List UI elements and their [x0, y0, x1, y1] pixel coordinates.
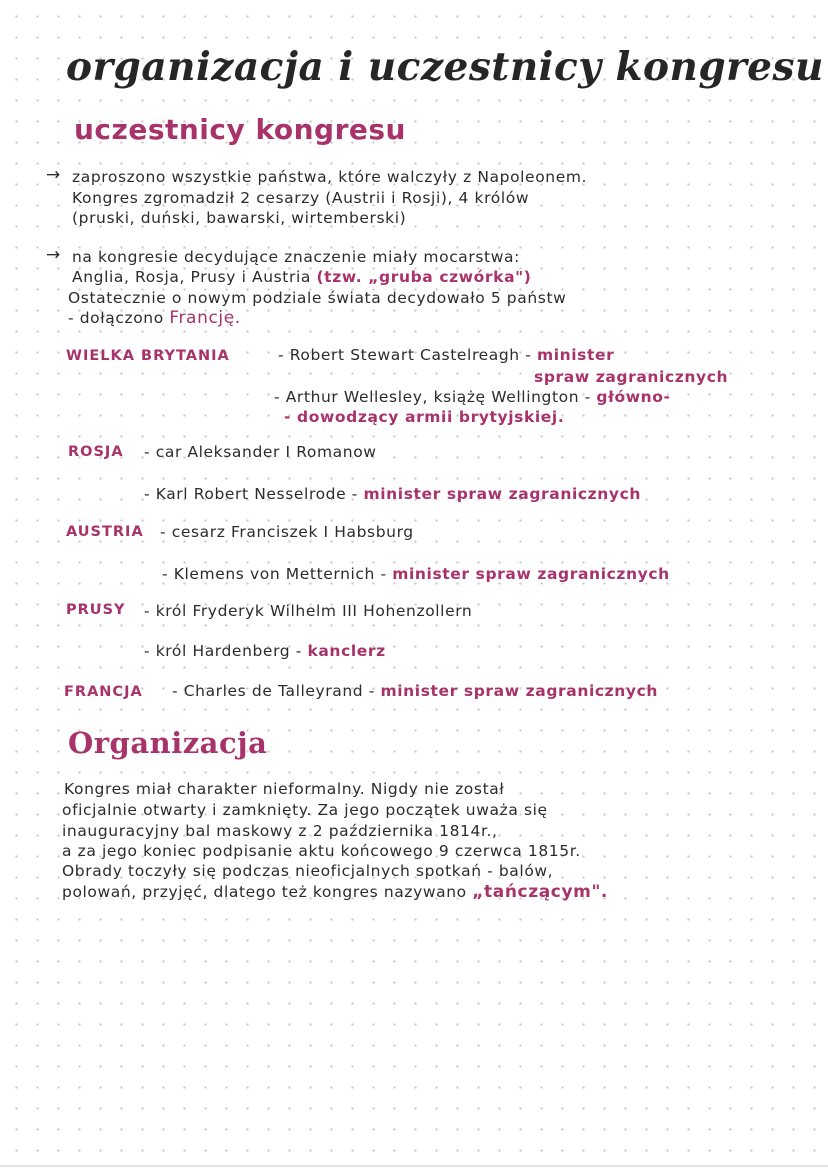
country-person — [274, 388, 671, 406]
person-name: - Charles de Talleyrand - — [172, 682, 375, 700]
section-heading-participants: uczestnicy kongresu — [74, 113, 406, 146]
person-role: minister spraw zagranicznych — [380, 682, 659, 700]
organization-line6-text: polowań, przyjęć, dlatego też kongres nazywano — [62, 883, 467, 901]
person-name: - Klemens von Metternich - — [162, 565, 387, 583]
country-person — [162, 565, 670, 583]
country-person: - król Fryderyk Wilhelm III Hohenzollern — [144, 602, 473, 620]
country-name: AUSTRIA — [66, 524, 144, 540]
section-heading-organization: Organizacja — [68, 726, 268, 760]
bullet1-line1: zaproszono wszystkie państwa, które walczyły z Napoleonem. — [72, 168, 588, 186]
person-role: - dowodzący armii brytyjskiej. — [284, 408, 565, 426]
country-name: FRANCJA — [64, 684, 143, 700]
organization-line4: a za jego koniec podpisanie aktu końcowego 9 czerwca 1815r. — [62, 842, 581, 860]
organization-line5: Obrady toczyły się podczas nieoficjalnych spotkań - balów, — [62, 862, 554, 880]
bullet1-line3: (pruski, duński, bawarski, wirtemberski) — [72, 209, 407, 227]
organization-line6-highlight: „tańczącym". — [472, 882, 608, 902]
person-name: - Karl Robert Nesselrode - — [144, 485, 358, 503]
organization-line6 — [62, 882, 608, 902]
bullet2-line1: na kongresie decydujące znaczenie miały mocarstwa: — [72, 248, 520, 266]
page-bottom-edge — [0, 1165, 828, 1167]
country-person: - cesarz Franciszek I Habsburg — [160, 523, 414, 541]
country-name: PRUSY — [66, 602, 126, 618]
bullet-arrow-icon: → — [46, 165, 61, 185]
country-person — [144, 642, 386, 660]
person-role: minister — [536, 346, 615, 364]
country-person — [144, 485, 641, 503]
organization-line2: oficjalnie otwarty i zamknięty. Za jego początek uważa się — [62, 801, 548, 819]
organization-line1: Kongres miał charakter nieformalny. Nigdy nie został — [64, 780, 505, 798]
country-person — [172, 682, 658, 700]
person-role: główno- — [596, 388, 671, 406]
country-name: WIELKA BRYTANIA — [66, 348, 230, 364]
country-person: - car Aleksander I Romanow — [144, 443, 377, 461]
person-role: minister spraw zagranicznych — [363, 485, 642, 503]
bullet2-line3: Ostatecznie o nowym podziale świata decydowało 5 państw — [68, 289, 567, 307]
person-role: spraw zagranicznych — [534, 368, 729, 386]
bullet1-line2: Kongres zgromadził 2 cesarzy (Austrii i Rosji), 4 królów — [72, 189, 530, 207]
bullet2-line2 — [72, 268, 532, 286]
country-name: ROSJA — [68, 444, 124, 460]
bullet2-line2-text: Anglia, Rosja, Prusy i Austria — [72, 268, 311, 286]
bullet2-line4 — [68, 308, 241, 328]
organization-line3: inauguracyjny bal maskowy z 2 października 1814r., — [62, 822, 498, 840]
bullet2-line2-highlight: (tzw. „gruba czwórka") — [316, 268, 532, 286]
bullet2-line4-text: - dołączono — [68, 309, 164, 327]
person-name: - Robert Stewart Castelreagh - — [278, 346, 532, 364]
page-title: organizacja i uczestnicy kongresu — [66, 44, 824, 90]
person-role: minister spraw zagranicznych — [392, 565, 670, 583]
bullet2-line4-highlight: Francję. — [169, 308, 241, 328]
person-role: kanclerz — [307, 642, 386, 660]
bullet-arrow-icon: → — [46, 245, 61, 265]
person-name: - król Hardenberg - — [144, 642, 302, 660]
country-person — [278, 346, 614, 364]
person-name: - Arthur Wellesley, książę Wellington - — [274, 388, 591, 406]
